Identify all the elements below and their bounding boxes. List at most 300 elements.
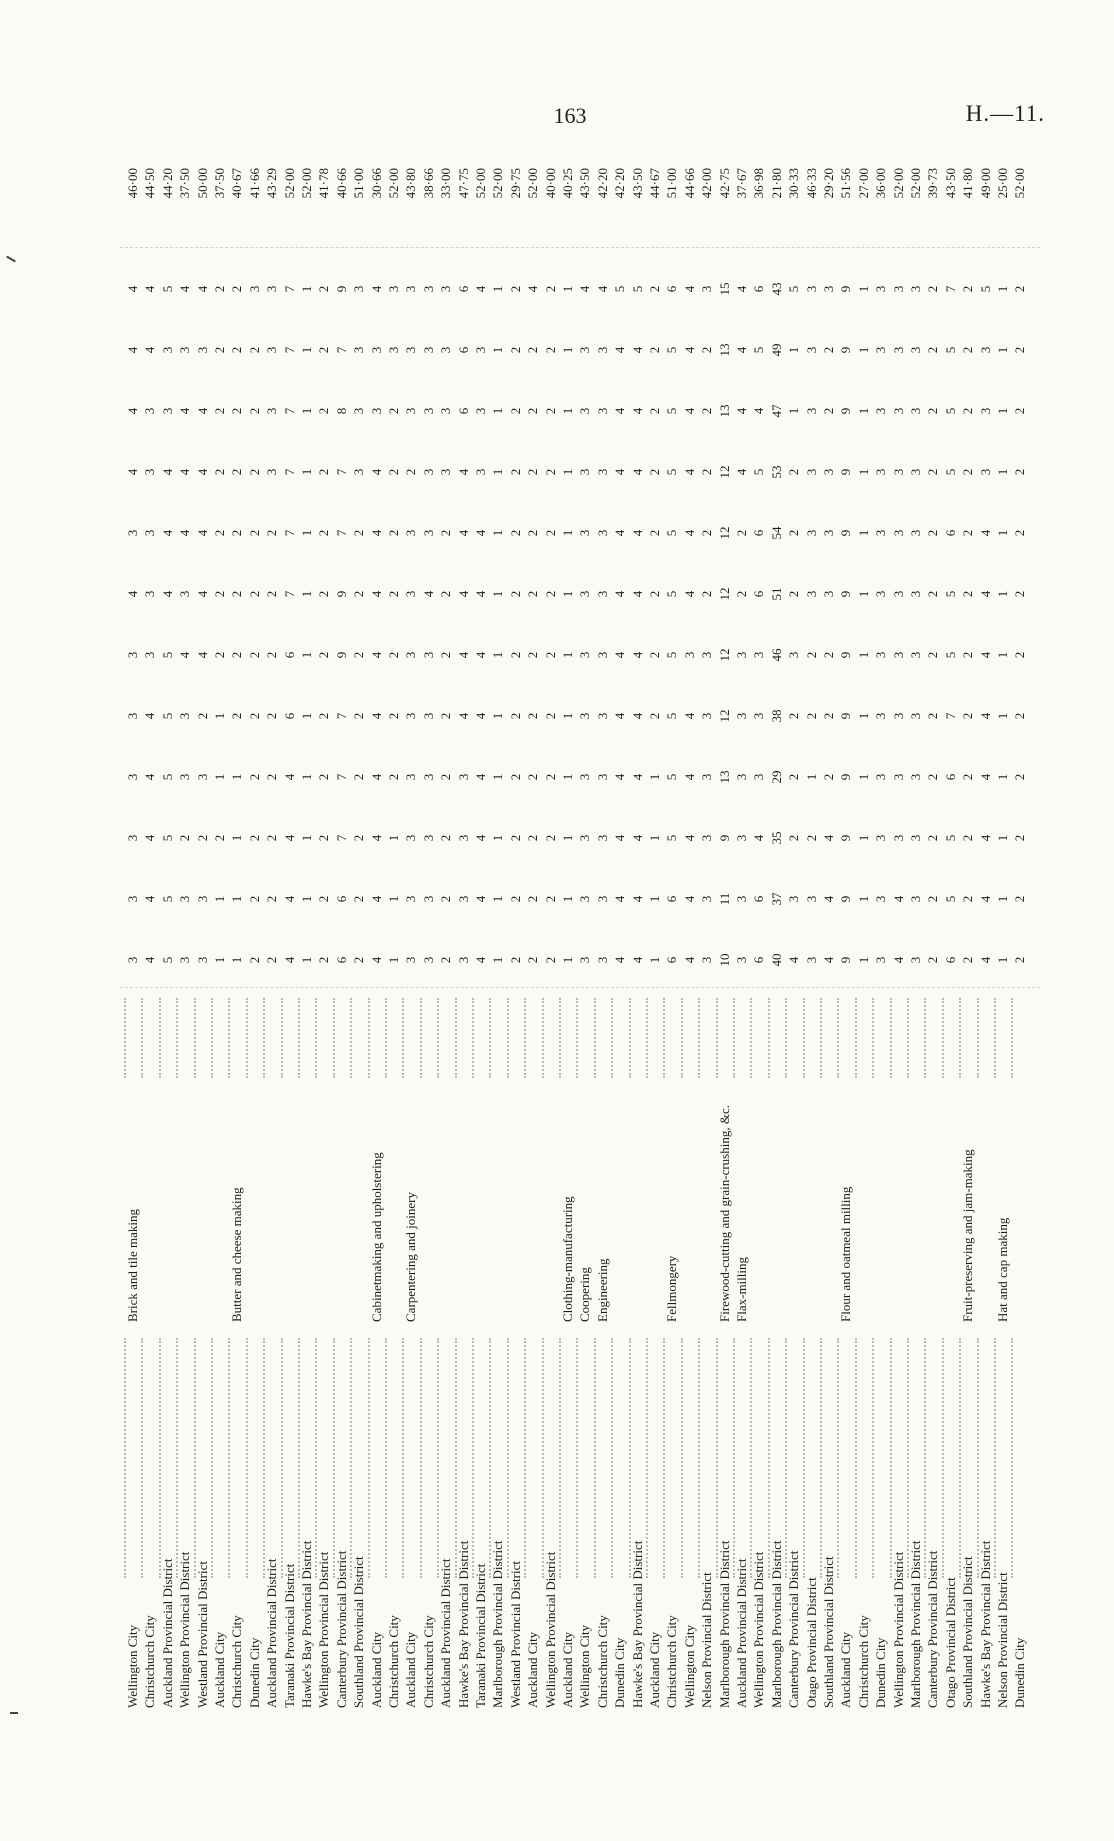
value-cell: 2 [1012, 346, 1028, 354]
leader-dots [368, 998, 371, 1078]
value-cell: 2 [925, 529, 941, 537]
value-cell: 4 [368, 773, 384, 781]
average-cell: 44·50 [142, 168, 158, 199]
location-cell: Auckland City [212, 1631, 227, 1708]
table-row [872, 158, 889, 1718]
industry-cell: Firewood-cutting and grain-crushing, &c. [716, 1105, 732, 1322]
table-row [246, 158, 263, 1718]
value-cell: 2 [960, 590, 976, 598]
value-cell: 2 [525, 468, 541, 476]
value-cell: 4 [612, 346, 628, 354]
leader-dots [559, 1338, 562, 1578]
value-cell: 1 [490, 346, 506, 354]
value-cell: 9 [838, 895, 854, 903]
value-cell: 1 [299, 956, 314, 964]
table-row [437, 158, 454, 1718]
value-cell: 1 [995, 346, 1010, 354]
leader-dots [281, 1338, 284, 1578]
value-cell: 2 [438, 956, 454, 964]
value-cell: 2 [229, 468, 245, 476]
value-cell: 3 [594, 346, 610, 354]
value-cell: 3 [873, 956, 889, 964]
leader-dots [542, 998, 545, 1078]
location-cell: Wellington Provincial District [316, 1551, 332, 1708]
leader-dots [629, 998, 632, 1078]
leader-dots [994, 998, 997, 1078]
value-cell: 11 [716, 892, 732, 906]
value-cell: 5 [664, 407, 680, 415]
value-cell: 4 [142, 773, 158, 781]
value-cell: 4 [786, 956, 802, 964]
value-cell: 3 [908, 834, 923, 842]
value-cell: 3 [473, 468, 488, 476]
value-cell: 2 [786, 712, 802, 720]
value-cell: 3 [908, 895, 923, 903]
value-cell: 2 [960, 407, 976, 415]
value-cell: 3 [577, 895, 593, 903]
value-cell: 1 [560, 651, 575, 659]
value-cell: 3 [890, 285, 906, 293]
value-cell: 2 [229, 346, 245, 354]
value-cell: 3 [977, 468, 993, 476]
table-row [959, 158, 976, 1718]
value-cell: 7 [333, 346, 349, 354]
value-cell: 2 [246, 712, 262, 720]
value-cell: 5 [942, 895, 958, 903]
average-cell: 43·80 [403, 168, 419, 199]
value-cell: 2 [960, 285, 976, 293]
leader-dots [228, 998, 231, 1078]
value-cell: 5 [159, 956, 175, 964]
value-cell: 4 [125, 285, 140, 293]
industry-cell: Fruit-preserving and jam-making [960, 1149, 976, 1322]
value-cell: 2 [212, 834, 227, 842]
value-cell: 2 [264, 895, 280, 903]
location-cell: Christchurch City [594, 1615, 610, 1708]
value-cell: 3 [420, 285, 436, 293]
value-cell: 3 [699, 285, 715, 293]
value-cell: 2 [1012, 468, 1028, 476]
value-cell: 3 [594, 468, 610, 476]
value-cell: 1 [229, 773, 245, 781]
leader-dots [942, 998, 945, 1078]
value-cell: 4 [681, 285, 697, 293]
value-cell: 1 [855, 956, 871, 964]
value-cell: 1 [855, 285, 871, 293]
value-cell: 4 [681, 407, 697, 415]
location-cell: Southland Provincial District [821, 1556, 836, 1708]
value-cell: 1 [560, 285, 575, 293]
table-row [489, 158, 506, 1718]
value-cell: 4 [751, 834, 767, 842]
value-cell: 53 [768, 465, 784, 479]
value-cell: 4 [142, 285, 158, 293]
value-cell: 2 [212, 529, 227, 537]
value-cell: 3 [594, 590, 610, 598]
value-cell: 1 [299, 651, 314, 659]
value-cell: 4 [368, 468, 384, 476]
value-cell: 1 [490, 651, 506, 659]
value-cell: 1 [490, 285, 506, 293]
value-cell: 2 [316, 468, 332, 476]
value-cell: 1 [490, 895, 506, 903]
value-cell: 7 [281, 346, 297, 354]
value-cell: 3 [890, 834, 906, 842]
value-cell: 2 [699, 407, 715, 415]
value-cell: 4 [612, 468, 628, 476]
average-cell: 41·78 [316, 168, 332, 199]
location-cell: Otago Provincial District [942, 1577, 958, 1708]
value-cell: 12 [716, 709, 732, 723]
margin-mark [6, 256, 16, 263]
value-cell: 1 [299, 834, 314, 842]
value-cell: 6 [455, 285, 471, 293]
value-cell: 2 [925, 773, 941, 781]
value-cell: 2 [351, 651, 367, 659]
value-cell: 2 [438, 773, 454, 781]
value-cell: 3 [351, 285, 367, 293]
value-cell: 7 [333, 468, 349, 476]
value-cell: 2 [351, 834, 367, 842]
value-cell: 3 [455, 773, 471, 781]
leader-dots [211, 1338, 214, 1578]
value-cell: 1 [995, 590, 1010, 598]
leader-dots [803, 1338, 806, 1578]
value-cell: 3 [403, 895, 419, 903]
value-cell: 1 [560, 407, 575, 415]
value-cell: 4 [734, 468, 749, 476]
value-cell: 2 [786, 590, 802, 598]
value-cell: 4 [890, 956, 906, 964]
value-cell: 2 [1012, 773, 1028, 781]
location-cell: Auckland City [560, 1631, 575, 1708]
value-cell: 3 [420, 773, 436, 781]
value-cell: 4 [612, 590, 628, 598]
leader-dots [385, 1338, 388, 1578]
value-cell: 4 [281, 956, 297, 964]
value-cell: 1 [855, 346, 871, 354]
table-row [333, 158, 350, 1718]
value-cell: 2 [386, 773, 401, 781]
value-cell: 4 [368, 529, 384, 537]
value-cell: 3 [438, 407, 454, 415]
location-cell: Canterbury Provincial District [925, 1550, 941, 1708]
average-cell: 42·75 [716, 168, 732, 199]
leader-dots [159, 1338, 162, 1578]
value-cell: 3 [873, 834, 889, 842]
table-row [507, 158, 524, 1718]
value-cell: 5 [159, 773, 175, 781]
leader-dots [524, 998, 527, 1078]
table-row [350, 158, 367, 1718]
value-cell: 2 [212, 285, 227, 293]
value-cell: 2 [699, 346, 715, 354]
table-row [611, 158, 628, 1718]
leader-dots [785, 1338, 788, 1578]
leader-dots [159, 998, 162, 1078]
location-cell: Auckland Provincial District [264, 1558, 280, 1708]
value-cell: 4 [194, 407, 210, 415]
table-row [524, 158, 541, 1718]
value-cell: 1 [786, 346, 802, 354]
value-cell: 3 [142, 407, 158, 415]
location-cell: Christchurch City [386, 1615, 401, 1708]
value-cell: 2 [821, 346, 836, 354]
location-cell: Hawke's Bay Provincial District [455, 1540, 471, 1708]
value-cell: 3 [821, 529, 836, 537]
location-cell: Dunedin City [246, 1637, 262, 1708]
value-cell: 3 [264, 346, 280, 354]
industry-cell: Hat and cap making [995, 1217, 1010, 1322]
value-cell: 3 [594, 651, 610, 659]
value-cell: 2 [525, 834, 541, 842]
value-cell: 2 [386, 529, 401, 537]
margin-mark [10, 1712, 18, 1714]
industry-cell: Flour and oatmeal milling [838, 1186, 854, 1322]
value-cell: 7 [333, 712, 349, 720]
location-cell: Taranaki Provincial District [281, 1563, 297, 1708]
value-cell: 2 [438, 529, 454, 537]
value-cell: 1 [560, 590, 575, 598]
value-cell: 3 [455, 956, 471, 964]
average-cell: 36·98 [751, 168, 767, 199]
value-cell: 6 [664, 895, 680, 903]
value-cell: 4 [629, 773, 645, 781]
value-cell: 3 [873, 468, 889, 476]
value-cell: 1 [855, 712, 871, 720]
value-cell: 2 [194, 712, 210, 720]
value-cell: 2 [647, 407, 662, 415]
leader-dots [228, 1338, 231, 1578]
value-cell: 2 [246, 834, 262, 842]
value-cell: 2 [264, 529, 280, 537]
value-cell: 2 [507, 834, 523, 842]
leader-dots [455, 998, 458, 1078]
value-cell: 2 [803, 651, 819, 659]
value-cell: 2 [438, 651, 454, 659]
value-cell: 3 [890, 468, 906, 476]
value-cell: 4 [473, 651, 488, 659]
value-cell: 2 [542, 590, 558, 598]
value-cell: 6 [333, 895, 349, 903]
value-cell: 3 [873, 590, 889, 598]
value-cell: 7 [281, 285, 297, 293]
value-cell: 3 [403, 407, 419, 415]
value-cell: 2 [647, 346, 662, 354]
page-reference: H.—11. [965, 101, 1045, 126]
value-cell: 3 [420, 346, 436, 354]
value-cell: 7 [333, 529, 349, 537]
value-cell: 3 [908, 407, 923, 415]
value-cell: 3 [734, 651, 749, 659]
value-cell: 2 [542, 407, 558, 415]
value-cell: 5 [612, 285, 628, 293]
value-cell: 3 [734, 956, 749, 964]
average-cell: 51·00 [664, 168, 680, 199]
location-cell: Dunedin City [873, 1637, 889, 1708]
leader-dots [855, 1338, 858, 1578]
leader-dots [907, 998, 910, 1078]
value-cell: 12 [716, 526, 732, 540]
value-cell: 2 [1012, 529, 1028, 537]
average-cell: 50·00 [194, 168, 210, 199]
leader-dots [298, 1338, 301, 1578]
location-cell: Auckland City [525, 1631, 541, 1708]
value-cell: 2 [212, 651, 227, 659]
value-cell: 4 [125, 407, 140, 415]
value-cell: 6 [751, 285, 767, 293]
value-cell: 9 [838, 956, 854, 964]
value-cell: 4 [177, 529, 193, 537]
value-cell: 2 [246, 651, 262, 659]
value-cell: 3 [577, 590, 593, 598]
value-cell: 3 [751, 651, 767, 659]
rotated-table-body [120, 158, 1040, 1718]
value-cell: 4 [194, 529, 210, 537]
value-cell: 4 [734, 285, 749, 293]
value-cell: 9 [838, 407, 854, 415]
value-cell: 1 [855, 773, 871, 781]
value-cell: 3 [420, 468, 436, 476]
value-cell: 3 [734, 895, 749, 903]
value-cell: 3 [594, 529, 610, 537]
leader-dots [994, 1338, 997, 1578]
value-cell: 2 [507, 590, 523, 598]
average-cell: 52·00 [386, 168, 401, 199]
value-cell: 3 [403, 773, 419, 781]
value-cell: 4 [281, 895, 297, 903]
value-cell: 2 [386, 590, 401, 598]
leader-dots [820, 1338, 823, 1578]
value-cell: 2 [525, 346, 541, 354]
location-cell: Wellington Provincial District [177, 1551, 193, 1708]
table-row [768, 158, 785, 1718]
value-cell: 2 [525, 590, 541, 598]
value-cell: 1 [995, 468, 1010, 476]
value-cell: 1 [299, 407, 314, 415]
table-row [576, 158, 593, 1718]
value-cell: 2 [351, 712, 367, 720]
value-cell: 3 [577, 529, 593, 537]
value-cell: 2 [507, 895, 523, 903]
value-cell: 1 [490, 712, 506, 720]
value-cell: 2 [438, 590, 454, 598]
average-cell: 44·67 [647, 168, 662, 199]
value-cell: 2 [507, 529, 523, 537]
value-cell: 2 [542, 712, 558, 720]
leader-dots [298, 998, 301, 1078]
industry-cell: Carpentering and joinery [403, 1192, 419, 1322]
average-cell: 51·56 [838, 168, 854, 199]
value-cell: 3 [751, 773, 767, 781]
value-cell: 3 [420, 529, 436, 537]
value-cell: 4 [681, 956, 697, 964]
value-cell: 40 [768, 953, 784, 967]
value-cell: 3 [577, 712, 593, 720]
table-row [977, 158, 994, 1718]
average-cell: 52·00 [490, 168, 506, 199]
value-cell: 4 [177, 285, 193, 293]
table-row [594, 158, 611, 1718]
leader-dots [1011, 998, 1014, 1078]
value-cell: 2 [438, 712, 454, 720]
table-row [124, 158, 141, 1718]
value-cell: 5 [159, 895, 175, 903]
leader-dots [977, 998, 980, 1078]
value-cell: 2 [734, 529, 749, 537]
value-cell: 6 [333, 956, 349, 964]
value-cell: 3 [699, 834, 715, 842]
value-cell: 1 [995, 956, 1010, 964]
leader-dots [507, 1338, 510, 1578]
value-cell: 3 [473, 407, 488, 415]
value-cell: 2 [925, 407, 941, 415]
leader-dots [402, 998, 405, 1078]
value-cell: 3 [734, 712, 749, 720]
value-cell: 1 [855, 895, 871, 903]
value-cell: 1 [299, 346, 314, 354]
average-cell: 40·66 [333, 168, 349, 199]
industry-cell: Brick and tile making [125, 1208, 140, 1322]
leader-dots [420, 998, 423, 1078]
value-cell: 2 [1012, 590, 1028, 598]
value-cell: 9 [838, 712, 854, 720]
location-cell: Wellington Provincial District [751, 1551, 767, 1708]
value-cell: 3 [699, 773, 715, 781]
table-row [176, 158, 193, 1718]
leader-dots [437, 998, 440, 1078]
value-cell: 3 [403, 285, 419, 293]
value-cell: 1 [299, 773, 314, 781]
value-cell: 4 [977, 834, 993, 842]
table-row [994, 158, 1011, 1718]
average-cell: 37·50 [212, 168, 227, 199]
value-cell: 1 [560, 773, 575, 781]
value-cell: 2 [1012, 834, 1028, 842]
value-cell: 4 [368, 895, 384, 903]
table-row [837, 158, 854, 1718]
value-cell: 2 [316, 407, 332, 415]
value-cell: 2 [786, 773, 802, 781]
value-cell: 1 [647, 773, 662, 781]
value-cell: 8 [333, 407, 349, 415]
table-row [733, 158, 750, 1718]
table-row [750, 158, 767, 1718]
value-cell: 4 [821, 834, 836, 842]
value-cell: 2 [647, 590, 662, 598]
value-cell: 3 [142, 529, 158, 537]
value-cell: 3 [577, 773, 593, 781]
value-cell: 3 [264, 407, 280, 415]
value-cell: 2 [525, 773, 541, 781]
value-cell: 9 [838, 346, 854, 354]
value-cell: 5 [159, 285, 175, 293]
value-cell: 1 [299, 895, 314, 903]
value-cell: 5 [664, 529, 680, 537]
table-row [368, 158, 385, 1718]
average-cell: 38·66 [420, 168, 436, 199]
leader-dots [176, 998, 179, 1078]
leader-dots [402, 1338, 405, 1578]
value-cell: 2 [438, 834, 454, 842]
value-cell: 3 [142, 468, 158, 476]
statistics-table [120, 158, 1040, 1718]
value-cell: 2 [264, 956, 280, 964]
table-row [716, 158, 733, 1718]
value-cell: 3 [908, 956, 923, 964]
value-cell: 3 [403, 529, 419, 537]
value-cell: 49 [768, 343, 784, 357]
